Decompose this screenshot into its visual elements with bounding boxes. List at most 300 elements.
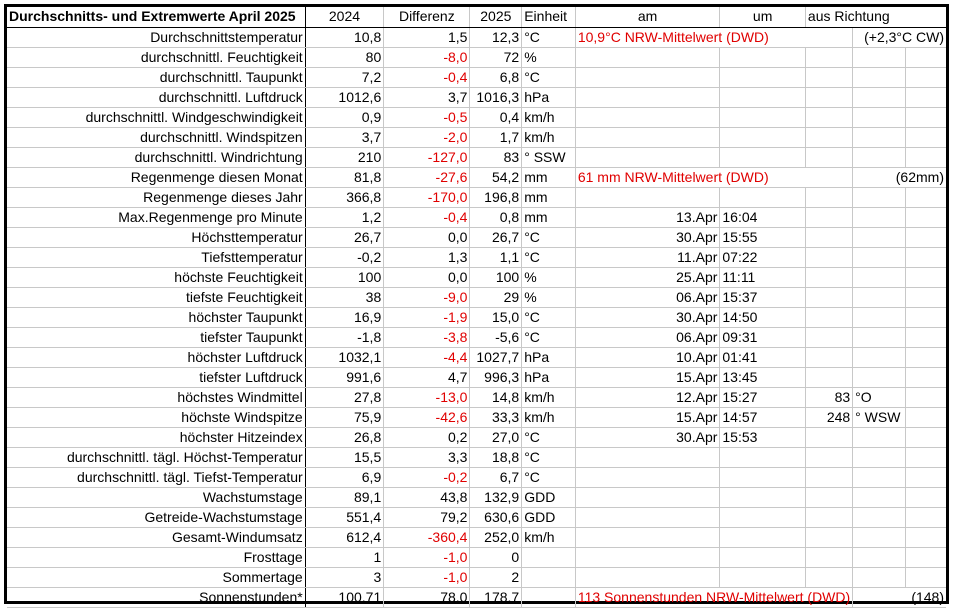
value-2024-cell[interactable]: 10,8	[305, 27, 384, 47]
value-2024-cell[interactable]: 89,1	[305, 487, 384, 507]
unit-cell[interactable]: °C	[522, 307, 576, 327]
row-label[interactable]: Höchsttemperatur	[7, 227, 305, 247]
unit-cell[interactable]: °C	[522, 67, 576, 87]
time-cell[interactable]: 01:41	[720, 347, 806, 367]
time-cell[interactable]: 07:22	[720, 247, 806, 267]
date-cell[interactable]	[575, 567, 720, 587]
direction-degrees-cell[interactable]	[805, 47, 852, 67]
value-2025-cell[interactable]: 14,8	[470, 387, 522, 407]
unit-cell[interactable]: °C	[522, 427, 576, 447]
empty-cell[interactable]	[905, 147, 946, 167]
row-label[interactable]: Max.Regenmenge pro Minute	[7, 207, 305, 227]
value-2025-cell[interactable]: 196,8	[470, 187, 522, 207]
empty-cell[interactable]	[905, 487, 946, 507]
value-2025-cell[interactable]: 996,3	[470, 367, 522, 387]
unit-cell[interactable]: km/h	[522, 107, 576, 127]
unit-cell[interactable]: %	[522, 267, 576, 287]
unit-cell[interactable]: hPa	[522, 347, 576, 367]
empty-cell[interactable]	[905, 367, 946, 387]
time-cell[interactable]	[720, 547, 806, 567]
direction-degrees-cell[interactable]	[805, 527, 852, 547]
value-2024-cell[interactable]: 0,9	[305, 107, 384, 127]
unit-cell[interactable]: °C	[522, 247, 576, 267]
value-2024-cell[interactable]: 15,5	[305, 447, 384, 467]
row-label[interactable]: durchschnittl. Windrichtung	[7, 147, 305, 167]
difference-cell[interactable]: -1,0	[384, 547, 470, 567]
header-direction[interactable]: aus Richtung	[805, 7, 946, 27]
table-title[interactable]: Durchschnitts- und Extremwerte April 2025	[7, 7, 305, 27]
difference-cell[interactable]: -8,0	[384, 47, 470, 67]
header-time[interactable]: um	[720, 7, 806, 27]
difference-cell[interactable]: -360,4	[384, 527, 470, 547]
value-2024-cell[interactable]: 75,9	[305, 407, 384, 427]
direction-degrees-cell[interactable]: 248	[805, 407, 852, 427]
empty-cell[interactable]	[905, 107, 946, 127]
value-2025-cell[interactable]: 1,7	[470, 127, 522, 147]
row-label[interactable]: höchster Taupunkt	[7, 307, 305, 327]
direction-text-cell[interactable]	[853, 247, 905, 267]
date-cell[interactable]: 15.Apr	[575, 407, 720, 427]
value-2024-cell[interactable]: 80	[305, 47, 384, 67]
header-difference[interactable]: Differenz	[384, 7, 470, 27]
empty-cell[interactable]	[905, 547, 946, 567]
empty-cell[interactable]	[905, 387, 946, 407]
header-date[interactable]: am	[575, 7, 720, 27]
date-cell[interactable]	[575, 87, 720, 107]
unit-cell[interactable]: hPa	[522, 367, 576, 387]
direction-text-cell[interactable]	[853, 87, 905, 107]
direction-text-cell[interactable]	[853, 267, 905, 287]
difference-cell[interactable]: 1,5	[384, 27, 470, 47]
value-2025-cell[interactable]: 26,7	[470, 227, 522, 247]
value-2024-cell[interactable]: 38	[305, 287, 384, 307]
direction-degrees-cell[interactable]	[805, 247, 852, 267]
direction-degrees-cell[interactable]	[805, 567, 852, 587]
date-cell[interactable]	[575, 147, 720, 167]
direction-text-cell[interactable]	[853, 207, 905, 227]
header-2025[interactable]: 2025	[470, 7, 522, 27]
difference-cell[interactable]: 78,0	[384, 587, 470, 607]
value-2025-cell[interactable]: 18,8	[470, 447, 522, 467]
value-2025-cell[interactable]: 29	[470, 287, 522, 307]
date-cell[interactable]	[575, 187, 720, 207]
value-2024-cell[interactable]: 612,4	[305, 527, 384, 547]
value-2024-cell[interactable]: 100,71	[305, 587, 384, 607]
direction-text-cell[interactable]	[853, 307, 905, 327]
unit-cell[interactable]: km/h	[522, 407, 576, 427]
difference-cell[interactable]: -1,0	[384, 567, 470, 587]
direction-cell[interactable]: (62mm)	[853, 167, 946, 187]
date-cell[interactable]: 10.Apr	[575, 347, 720, 367]
empty-cell[interactable]	[905, 567, 946, 587]
direction-text-cell[interactable]	[853, 107, 905, 127]
direction-text-cell[interactable]	[853, 187, 905, 207]
difference-cell[interactable]: -0,4	[384, 207, 470, 227]
direction-degrees-cell[interactable]	[805, 87, 852, 107]
value-2025-cell[interactable]: 83	[470, 147, 522, 167]
direction-degrees-cell[interactable]: 83	[805, 387, 852, 407]
value-2024-cell[interactable]: 81,8	[305, 167, 384, 187]
value-2025-cell[interactable]: 15,0	[470, 307, 522, 327]
table-row	[7, 267, 946, 287]
difference-cell[interactable]: 4,7	[384, 367, 470, 387]
time-cell[interactable]	[720, 527, 806, 547]
difference-cell[interactable]: 79,2	[384, 507, 470, 527]
date-cell[interactable]	[575, 67, 720, 87]
difference-cell[interactable]: -4,4	[384, 347, 470, 367]
table-row	[7, 187, 946, 207]
time-cell[interactable]	[720, 127, 806, 147]
date-cell[interactable]: 06.Apr	[575, 287, 720, 307]
time-cell[interactable]	[720, 467, 806, 487]
value-2024-cell[interactable]: 3	[305, 567, 384, 587]
date-cell[interactable]	[575, 447, 720, 467]
unit-cell[interactable]: ° SSW	[522, 147, 576, 167]
direction-text-cell[interactable]	[853, 67, 905, 87]
row-label[interactable]: durchschnittl. Windspitzen	[7, 127, 305, 147]
direction-degrees-cell[interactable]	[805, 327, 852, 347]
direction-text-cell[interactable]: ° WSW	[853, 407, 905, 427]
table-row	[7, 67, 946, 87]
value-2024-cell[interactable]: 3,7	[305, 127, 384, 147]
value-2025-cell[interactable]: 100	[470, 267, 522, 287]
value-2025-cell[interactable]: 0	[470, 547, 522, 567]
value-2025-cell[interactable]: -5,6	[470, 327, 522, 347]
unit-cell[interactable]: °C	[522, 327, 576, 347]
value-2025-cell[interactable]: 1016,3	[470, 87, 522, 107]
value-2024-cell[interactable]: 16,9	[305, 307, 384, 327]
empty-cell[interactable]	[905, 67, 946, 87]
time-cell[interactable]	[720, 507, 806, 527]
unit-cell[interactable]: hPa	[522, 87, 576, 107]
value-2024-cell[interactable]: 7,2	[305, 67, 384, 87]
difference-cell[interactable]: -2,0	[384, 127, 470, 147]
direction-degrees-cell[interactable]	[805, 147, 852, 167]
date-cell[interactable]: 30.Apr	[575, 307, 720, 327]
direction-text-cell[interactable]	[853, 47, 905, 67]
difference-cell[interactable]: -13,0	[384, 387, 470, 407]
row-label[interactable]: durchschnittl. Windgeschwindigkeit	[7, 107, 305, 127]
direction-text-cell[interactable]	[853, 347, 905, 367]
time-cell[interactable]: 16:04	[720, 207, 806, 227]
direction-text-cell[interactable]	[853, 547, 905, 567]
difference-cell[interactable]: 0,0	[384, 227, 470, 247]
difference-cell[interactable]: -0,4	[384, 67, 470, 87]
unit-cell[interactable]	[522, 567, 576, 587]
table-row	[7, 327, 946, 347]
value-2025-cell[interactable]: 27,0	[470, 427, 522, 447]
value-2024-cell[interactable]: 991,6	[305, 367, 384, 387]
date-cell[interactable]: 13.Apr	[575, 207, 720, 227]
unit-cell[interactable]: °C	[522, 227, 576, 247]
value-2025-cell[interactable]: 72	[470, 47, 522, 67]
empty-cell[interactable]	[905, 447, 946, 467]
difference-cell[interactable]: 1,3	[384, 247, 470, 267]
direction-degrees-cell[interactable]	[805, 547, 852, 567]
empty-cell[interactable]	[905, 407, 946, 427]
value-2025-cell[interactable]: 1,1	[470, 247, 522, 267]
row-label[interactable]: Sonnenstunden*	[7, 587, 305, 607]
difference-cell[interactable]: -0,5	[384, 107, 470, 127]
row-label[interactable]: Getreide-Wachstumstage	[7, 507, 305, 527]
time-cell[interactable]: 11:11	[720, 267, 806, 287]
unit-cell[interactable]: km/h	[522, 387, 576, 407]
direction-text-cell[interactable]: °O	[853, 387, 905, 407]
row-label[interactable]: tiefste Feuchtigkeit	[7, 287, 305, 307]
value-2025-cell[interactable]: 0,8	[470, 207, 522, 227]
row-label[interactable]: höchstes Windmittel	[7, 387, 305, 407]
row-label[interactable]: tiefster Luftdruck	[7, 367, 305, 387]
row-label[interactable]: Wachstumstage	[7, 487, 305, 507]
row-label[interactable]: Regenmenge dieses Jahr	[7, 187, 305, 207]
row-label[interactable]: Tiefsttemperatur	[7, 247, 305, 267]
table-row	[7, 207, 946, 227]
row-label[interactable]: Sommertage	[7, 567, 305, 587]
value-2024-cell[interactable]: 210	[305, 147, 384, 167]
row-label[interactable]: Gesamt-Windumsatz	[7, 527, 305, 547]
row-label[interactable]: höchste Windspitze	[7, 407, 305, 427]
table-row	[7, 247, 946, 267]
value-2024-cell[interactable]: -1,8	[305, 327, 384, 347]
direction-text-cell[interactable]	[853, 487, 905, 507]
date-cell[interactable]	[575, 107, 720, 127]
empty-cell[interactable]	[905, 87, 946, 107]
value-2024-cell[interactable]: 1012,6	[305, 87, 384, 107]
direction-text-cell[interactable]	[853, 507, 905, 527]
empty-cell[interactable]	[905, 427, 946, 447]
difference-cell[interactable]: -42,6	[384, 407, 470, 427]
unit-cell[interactable]: mm	[522, 207, 576, 227]
value-2024-cell[interactable]: 1	[305, 547, 384, 567]
difference-cell[interactable]: 3,7	[384, 87, 470, 107]
empty-cell[interactable]	[905, 247, 946, 267]
value-2024-cell[interactable]: 27,8	[305, 387, 384, 407]
direction-text-cell[interactable]	[853, 127, 905, 147]
unit-cell[interactable]: GDD	[522, 507, 576, 527]
value-2025-cell[interactable]: 178,7	[470, 587, 522, 607]
table-row	[7, 467, 946, 487]
unit-cell[interactable]: km/h	[522, 127, 576, 147]
value-2024-cell[interactable]: 1032,1	[305, 347, 384, 367]
direction-cell[interactable]: (+2,3°C CW)	[853, 27, 946, 47]
date-cell[interactable]: 25.Apr	[575, 267, 720, 287]
header-unit[interactable]: Einheit	[522, 7, 576, 27]
value-2024-cell[interactable]: 26,8	[305, 427, 384, 447]
time-cell[interactable]: 09:31	[720, 327, 806, 347]
date-cell[interactable]: 30.Apr	[575, 427, 720, 447]
value-2024-cell[interactable]: 366,8	[305, 187, 384, 207]
empty-cell[interactable]	[905, 187, 946, 207]
time-cell[interactable]: 15:55	[720, 227, 806, 247]
value-2025-cell[interactable]: 6,8	[470, 67, 522, 87]
row-label[interactable]: durchschnittl. tägl. Tiefst-Temperatur	[7, 467, 305, 487]
table-row	[7, 287, 946, 307]
note-cell[interactable]: 113 Sonnenstunden NRW-Mittelwert (DWD)	[575, 587, 852, 607]
date-cell[interactable]	[575, 487, 720, 507]
note-cell[interactable]: 10,9°C NRW-Mittelwert (DWD)	[575, 27, 852, 47]
date-cell[interactable]: 15.Apr	[575, 367, 720, 387]
empty-cell[interactable]	[905, 507, 946, 527]
difference-cell[interactable]: 0,2	[384, 427, 470, 447]
direction-degrees-cell[interactable]	[805, 187, 852, 207]
direction-text-cell[interactable]	[853, 447, 905, 467]
unit-cell[interactable]: °C	[522, 467, 576, 487]
difference-cell[interactable]: -127,0	[384, 147, 470, 167]
empty-cell[interactable]	[905, 47, 946, 67]
date-cell[interactable]	[575, 127, 720, 147]
value-2024-cell[interactable]: 1,2	[305, 207, 384, 227]
value-2025-cell[interactable]: 0,4	[470, 107, 522, 127]
date-cell[interactable]: 30.Apr	[575, 227, 720, 247]
value-2025-cell[interactable]: 252,0	[470, 527, 522, 547]
row-label[interactable]: Regenmenge diesen Monat	[7, 167, 305, 187]
direction-degrees-cell[interactable]	[805, 487, 852, 507]
time-cell[interactable]	[720, 567, 806, 587]
difference-cell[interactable]: -170,0	[384, 187, 470, 207]
time-cell[interactable]: 15:37	[720, 287, 806, 307]
unit-cell[interactable]: GDD	[522, 487, 576, 507]
difference-cell[interactable]: 3,3	[384, 447, 470, 467]
row-label[interactable]: tiefster Taupunkt	[7, 327, 305, 347]
value-2024-cell[interactable]: 551,4	[305, 507, 384, 527]
direction-degrees-cell[interactable]	[805, 307, 852, 327]
unit-cell[interactable]	[522, 547, 576, 567]
value-2025-cell[interactable]: 6,7	[470, 467, 522, 487]
time-cell[interactable]: 13:45	[720, 367, 806, 387]
direction-cell[interactable]: (148)	[853, 587, 946, 607]
row-label[interactable]: höchster Luftdruck	[7, 347, 305, 367]
direction-degrees-cell[interactable]	[805, 507, 852, 527]
difference-cell[interactable]: 43,8	[384, 487, 470, 507]
direction-degrees-cell[interactable]	[805, 207, 852, 227]
date-cell[interactable]: 12.Apr	[575, 387, 720, 407]
unit-cell[interactable]: mm	[522, 167, 576, 187]
time-cell[interactable]	[720, 147, 806, 167]
row-label[interactable]: Frosttage	[7, 547, 305, 567]
unit-cell[interactable]	[522, 587, 576, 607]
unit-cell[interactable]: %	[522, 287, 576, 307]
unit-cell[interactable]: mm	[522, 187, 576, 207]
direction-text-cell[interactable]	[853, 427, 905, 447]
empty-cell[interactable]	[905, 327, 946, 347]
direction-degrees-cell[interactable]	[805, 227, 852, 247]
time-cell[interactable]	[720, 487, 806, 507]
time-cell[interactable]	[720, 67, 806, 87]
direction-text-cell[interactable]	[853, 327, 905, 347]
value-2024-cell[interactable]: 6,9	[305, 467, 384, 487]
row-label[interactable]: durchschnittl. Feuchtigkeit	[7, 47, 305, 67]
header-2024[interactable]: 2024	[305, 7, 384, 27]
direction-text-cell[interactable]	[853, 367, 905, 387]
unit-cell[interactable]: °C	[522, 447, 576, 467]
date-cell[interactable]	[575, 527, 720, 547]
value-2025-cell[interactable]: 12,3	[470, 27, 522, 47]
empty-cell[interactable]	[905, 127, 946, 147]
table-row	[7, 387, 946, 407]
empty-cell[interactable]	[905, 227, 946, 247]
unit-cell[interactable]: %	[522, 47, 576, 67]
time-cell[interactable]: 15:53	[720, 427, 806, 447]
direction-degrees-cell[interactable]	[805, 67, 852, 87]
value-2024-cell[interactable]: -0,2	[305, 247, 384, 267]
direction-degrees-cell[interactable]	[805, 127, 852, 147]
difference-cell[interactable]: -0,2	[384, 467, 470, 487]
date-cell[interactable]	[575, 547, 720, 567]
header-row	[7, 7, 946, 27]
direction-text-cell[interactable]	[853, 527, 905, 547]
row-label[interactable]: durchschnittl. tägl. Höchst-Temperatur	[7, 447, 305, 467]
unit-cell[interactable]: °C	[522, 27, 576, 47]
time-cell[interactable]	[720, 47, 806, 67]
direction-text-cell[interactable]	[853, 227, 905, 247]
direction-degrees-cell[interactable]	[805, 427, 852, 447]
note-cell[interactable]: 61 mm NRW-Mittelwert (DWD)	[575, 167, 852, 187]
time-cell[interactable]	[720, 87, 806, 107]
time-cell[interactable]: 15:27	[720, 387, 806, 407]
direction-degrees-cell[interactable]	[805, 267, 852, 287]
value-2024-cell[interactable]: 100	[305, 267, 384, 287]
time-cell[interactable]	[720, 187, 806, 207]
value-2025-cell[interactable]: 1027,7	[470, 347, 522, 367]
empty-cell[interactable]	[905, 207, 946, 227]
table-row	[7, 107, 946, 127]
time-cell[interactable]: 14:50	[720, 307, 806, 327]
row-label[interactable]: durchschnittl. Taupunkt	[7, 67, 305, 87]
difference-cell[interactable]: -27,6	[384, 167, 470, 187]
value-2025-cell[interactable]: 2	[470, 567, 522, 587]
direction-degrees-cell[interactable]	[805, 107, 852, 127]
row-label[interactable]: durchschnittl. Luftdruck	[7, 87, 305, 107]
time-cell[interactable]: 14:57	[720, 407, 806, 427]
difference-cell[interactable]: 0,0	[384, 267, 470, 287]
row-label[interactable]: höchster Hitzeindex	[7, 427, 305, 447]
value-2025-cell[interactable]: 630,6	[470, 507, 522, 527]
date-cell[interactable]: 11.Apr	[575, 247, 720, 267]
empty-cell[interactable]	[905, 527, 946, 547]
direction-text-cell[interactable]	[853, 567, 905, 587]
direction-degrees-cell[interactable]	[805, 287, 852, 307]
direction-degrees-cell[interactable]	[805, 367, 852, 387]
empty-cell[interactable]	[905, 287, 946, 307]
difference-cell[interactable]: -9,0	[384, 287, 470, 307]
value-2025-cell[interactable]: 33,3	[470, 407, 522, 427]
unit-cell[interactable]: km/h	[522, 527, 576, 547]
value-2025-cell[interactable]: 54,2	[470, 167, 522, 187]
direction-degrees-cell[interactable]	[805, 347, 852, 367]
date-cell[interactable]	[575, 507, 720, 527]
row-label[interactable]: höchste Feuchtigkeit	[7, 267, 305, 287]
time-cell[interactable]	[720, 447, 806, 467]
direction-text-cell[interactable]	[853, 467, 905, 487]
direction-text-cell[interactable]	[853, 147, 905, 167]
date-cell[interactable]	[575, 47, 720, 67]
direction-degrees-cell[interactable]	[805, 467, 852, 487]
difference-cell[interactable]: -3,8	[384, 327, 470, 347]
date-cell[interactable]	[575, 467, 720, 487]
date-cell[interactable]: 06.Apr	[575, 327, 720, 347]
direction-text-cell[interactable]	[853, 287, 905, 307]
difference-cell[interactable]: -1,9	[384, 307, 470, 327]
value-2024-cell[interactable]: 26,7	[305, 227, 384, 247]
empty-cell[interactable]	[905, 267, 946, 287]
direction-degrees-cell[interactable]	[805, 447, 852, 467]
value-2025-cell[interactable]: 132,9	[470, 487, 522, 507]
empty-cell[interactable]	[905, 347, 946, 367]
empty-cell[interactable]	[905, 307, 946, 327]
time-cell[interactable]	[720, 107, 806, 127]
empty-cell[interactable]	[905, 467, 946, 487]
row-label[interactable]: Durchschnittstemperatur	[7, 27, 305, 47]
